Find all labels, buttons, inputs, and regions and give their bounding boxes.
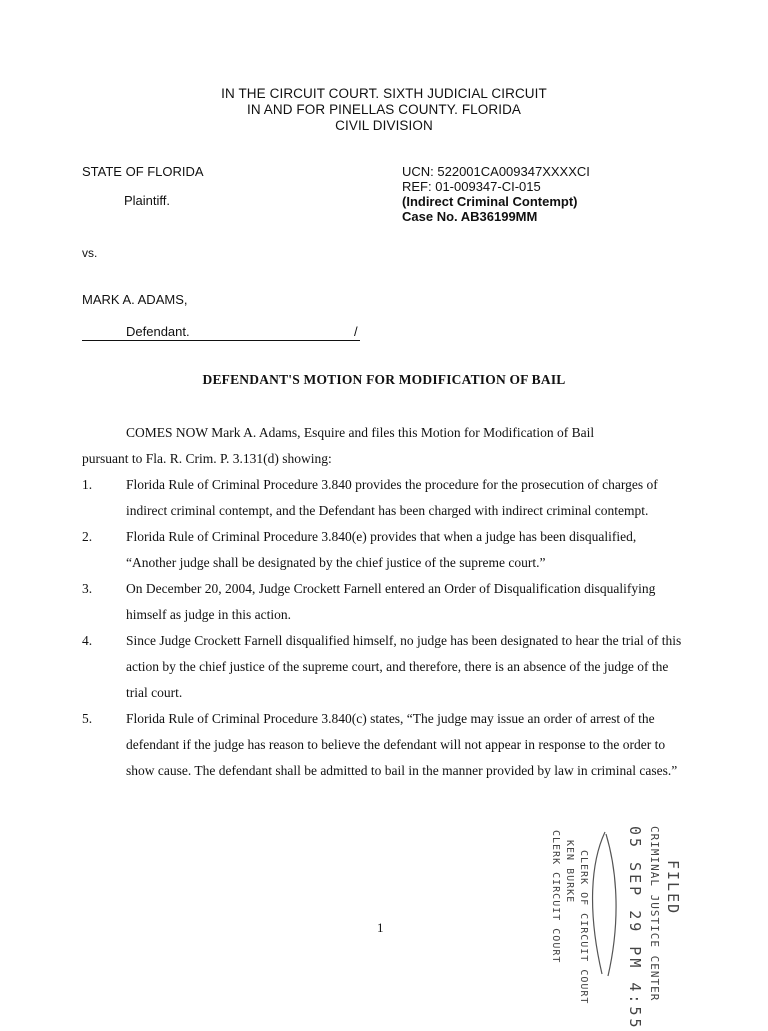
item-text: On December 20, 2004, Judge Crockett Farnell entered an Order of Disqualification disqualifying himself as judge in this action. [126,581,656,622]
ucn-number: UCN: 522001CA009347XXXXCI [402,164,590,179]
caption-plaintiff [82,164,204,208]
plaintiff-role: Plaintiff. [124,193,171,208]
list-item [82,628,682,706]
list-item [82,524,682,576]
item-number: 1. [82,477,93,492]
defendant-signature-line [82,322,360,341]
defendant-role: Defendant. [126,324,190,339]
item-number: 2. [82,529,93,544]
stamp-division: CRIMINAL JUSTICE CENTER [648,826,661,1002]
list-item [82,706,682,784]
filed-stamp [540,820,700,1031]
case-number: Case No. AB36199MM [402,209,538,224]
stamp-clerk-line1: CLERK CIRCUIT COURT [550,830,561,964]
court-header-line3: CIVIL DIVISION [335,118,433,133]
intro-paragraph [82,420,682,472]
case-type: (Indirect Criminal Contempt) [402,194,578,209]
item-text: Florida Rule of Criminal Procedure 3.840(e) provides that when a judge has been disqualified, “Another judge shall be designated by the chief justice of the supreme court.” [126,529,637,570]
stamp-clerk-line3: CLERK OF CIRCUIT COURT [578,850,589,1005]
stamp-date: 05 SEP 29 PM 4:55 [626,826,644,1031]
court-header-line1: IN THE CIRCUIT COURT. SIXTH JUDICIAL CIRCUIT [221,86,547,101]
caption-slash: / [354,324,358,339]
page-number: 1 [377,920,384,935]
list-item [82,472,682,524]
court-header [0,86,768,134]
item-number: 3. [82,581,93,596]
stamp-clerk-line2: KEN BURKE [564,840,575,904]
intro-line2: pursuant to Fla. R. Crim. P. 3.131(d) showing: [82,451,332,466]
item-number: 4. [82,633,93,648]
defendant-name: MARK A. ADAMS, [82,292,188,307]
item-text: Since Judge Crockett Farnell disqualified himself, no judge has been designated to hear the trial of this action by the chief justice of the supreme court, and therefore, there is an absence of the judge of the trial court. [126,633,682,700]
list-item [82,576,682,628]
item-text: Florida Rule of Criminal Procedure 3.840 provides the procedure for the prosecution of charges of indirect criminal contempt, and the Defendant has been charged with indirect criminal contempt. [126,477,658,518]
item-number: 5. [82,711,93,726]
numbered-list [82,472,682,784]
item-text: Florida Rule of Criminal Procedure 3.840(c) states, “The judge may issue an order of arrest of the defendant if the judge has reason to believe the defendant will not appear in response to the order to show cause. The defendant shall be admitted to bail in the manner provided by law in criminal cases.” [126,711,678,778]
stamp-filed: FILED [664,860,682,916]
intro-line1: COMES NOW Mark A. Adams, Esquire and files this Motion for Modification of Bail [126,425,595,440]
court-header-line2: IN AND FOR PINELLAS COUNTY. FLORIDA [246,102,522,117]
motion-title: DEFENDANT'S MOTION FOR MODIFICATION OF BAIL [202,372,566,387]
versus-label: vs. [82,246,98,260]
ref-number: REF: 01-009347-CI-015 [402,179,541,194]
case-info [402,164,590,224]
plaintiff-name: STATE OF FLORIDA [82,164,204,179]
